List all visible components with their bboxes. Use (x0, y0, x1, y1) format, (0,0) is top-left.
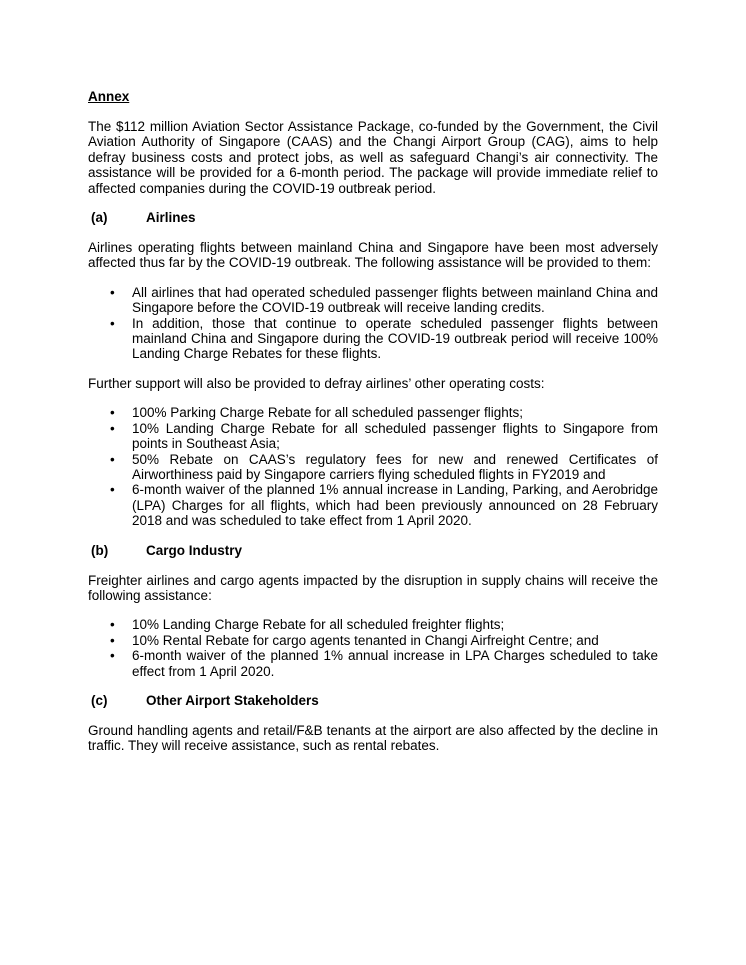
section-a-bullet-list-2 (88, 405, 658, 528)
list-item: • 50% Rebate on CAAS’s regulatory fees for new and renewed Certificates of Airworthiness paid by Singapore carriers flying scheduled flights in FY2019 and (110, 451, 658, 482)
section-b-bullet-list (88, 617, 658, 679)
bullet-icon: • (110, 405, 115, 421)
intro-paragraph: The $112 million Aviation Sector Assistance Package, co-funded by the Government, the Civil Aviation Authority of Singapore (CAAS) and the Changi Airport Group (CAG), aims to help defray business costs and protect jobs, as well as safeguard Changi’s air connectivity. The assistance will be provided for a 6-month period. The package will provide immediate relief to affected companies during the COVID-19 outbreak period. (88, 119, 658, 196)
section-a-heading (88, 210, 658, 226)
annex-heading: Annex (88, 89, 130, 104)
list-item: • In addition, those that continue to operate scheduled passenger flights between mainland China and Singapore during the COVID-19 outbreak period will receive 100% Landing Charge Rebates for these flights. (110, 315, 658, 362)
section-c-title: Other Airport Stakeholders (146, 692, 319, 708)
section-a-title: Airlines (146, 210, 196, 226)
list-item: • 6-month waiver of the planned 1% annual increase in LPA Charges scheduled to take effect from 1 April 2020. (110, 648, 658, 679)
bullet-icon: • (110, 617, 115, 633)
section-b-heading (88, 543, 658, 559)
list-item: • 100% Parking Charge Rebate for all scheduled passenger flights; (110, 405, 523, 421)
section-a-intro: Airlines operating flights between mainland China and Singapore have been most adversely affected thus far by the COVID-19 outbreak. The following assistance will be provided to them: (88, 240, 658, 271)
bullet-icon: • (110, 482, 115, 498)
bullet-icon: • (110, 284, 115, 300)
section-b-intro: Freighter airlines and cargo agents impacted by the disruption in supply chains will receive the following assistance: (88, 572, 658, 603)
document-page (88, 89, 658, 768)
list-item: • 10% Landing Charge Rebate for all scheduled passenger flights to Singapore from points in Southeast Asia; (110, 420, 658, 452)
section-c-heading (88, 693, 658, 709)
section-c-body: Ground handling agents and retail/F&B tenants at the airport are also affected by the decline in traffic. They will receive assistance, such as rental rebates. (88, 722, 658, 754)
section-a-further: Further support will also be provided to defray airlines’ other operating costs: (88, 375, 545, 391)
bullet-icon: • (110, 648, 115, 664)
section-c-letter: (c) (91, 692, 108, 708)
section-b-title: Cargo Industry (146, 542, 243, 558)
list-item: • All airlines that had operated scheduled passenger flights between mainland China and Singapore before the COVID-19 outbreak will receive landing credits. (110, 284, 658, 316)
section-b-letter: (b) (91, 542, 109, 558)
list-item: • 10% Landing Charge Rebate for all scheduled freighter flights; (110, 617, 505, 633)
section-a-bullet-list-1 (88, 285, 658, 362)
bullet-icon: • (110, 315, 115, 331)
section-a-letter: (a) (91, 210, 108, 226)
bullet-icon: • (110, 451, 115, 467)
bullet-icon: • (110, 632, 115, 648)
list-item: • 10% Rental Rebate for cargo agents tenanted in Changi Airfreight Centre; and (110, 632, 599, 648)
list-item: • 6-month waiver of the planned 1% annual increase in Landing, Parking, and Aerobridge (LPA) Charges for all flights, which had been previously announced on 28 February 2018 and was scheduled to take effect from 1 April 2020. (110, 482, 658, 529)
bullet-icon: • (110, 420, 115, 436)
